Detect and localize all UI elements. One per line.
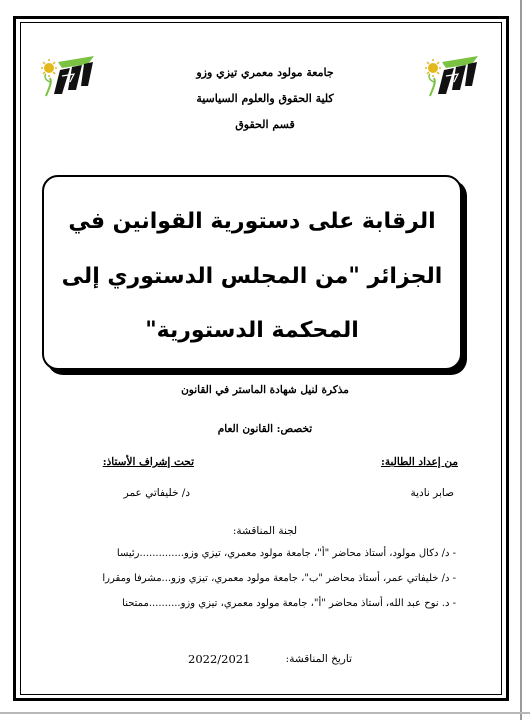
defense-date-value: 2022/2021 [188, 652, 251, 666]
thesis-title-line-3: المحكمة الدستورية" [145, 318, 359, 343]
emblem-icon [54, 56, 94, 94]
university-logo-left [40, 52, 98, 100]
page-edge-shadow-bottom [0, 712, 530, 714]
department-name: قسم الحقوق [235, 118, 295, 131]
university-name: جامعة مولود معمري تيزي وزو [196, 66, 334, 79]
university-logo-right [424, 52, 482, 100]
plant-icon [45, 74, 51, 96]
committee-member: - د/ خليفاتي عمر، أستاذ محاضر "ب"، جامعة مولود معمري، تيزي وزو...مشرفا ومقررا [102, 573, 456, 584]
degree-text: مذكرة لنيل شهادة الماستر في القانون [181, 384, 349, 396]
plant-icon [429, 74, 435, 96]
page-edge-shadow [520, 0, 522, 720]
specialization-text: تخصص: القانون العام [217, 423, 313, 435]
student-label: من إعداد الطالبة: [380, 456, 458, 468]
defense-date-label: تاريخ المناقشة: [285, 653, 352, 665]
student-name: صابر نادية [410, 487, 454, 499]
committee-member: - د/ دكال مولود، أستاذ محاضر "أ"، جامعة مولود معمري، تيزي وزو..............رئيسا [116, 548, 456, 559]
sun-icon [41, 59, 57, 77]
thesis-title-line-1: الرقابة على دستورية القوانين في [68, 209, 436, 234]
sun-icon [425, 59, 441, 77]
supervisor-label: تحت إشراف الأستاذ: [102, 456, 194, 468]
emblem-icon [438, 56, 478, 94]
supervisor-name: د/ خليفاتي عمر [123, 487, 190, 499]
committee-member: - د. نوح عبد الله، أستاذ محاضر "أ"، جامعة مولود معمري، تيزي وزو..........ممتحنا [122, 598, 456, 609]
thesis-title-line-2: الجزائر "من المجلس الدستوري إلى [61, 264, 443, 289]
committee-label: لجنة المناقشة: [232, 525, 298, 537]
faculty-name: كلية الحقوق والعلوم السياسية [196, 92, 334, 105]
